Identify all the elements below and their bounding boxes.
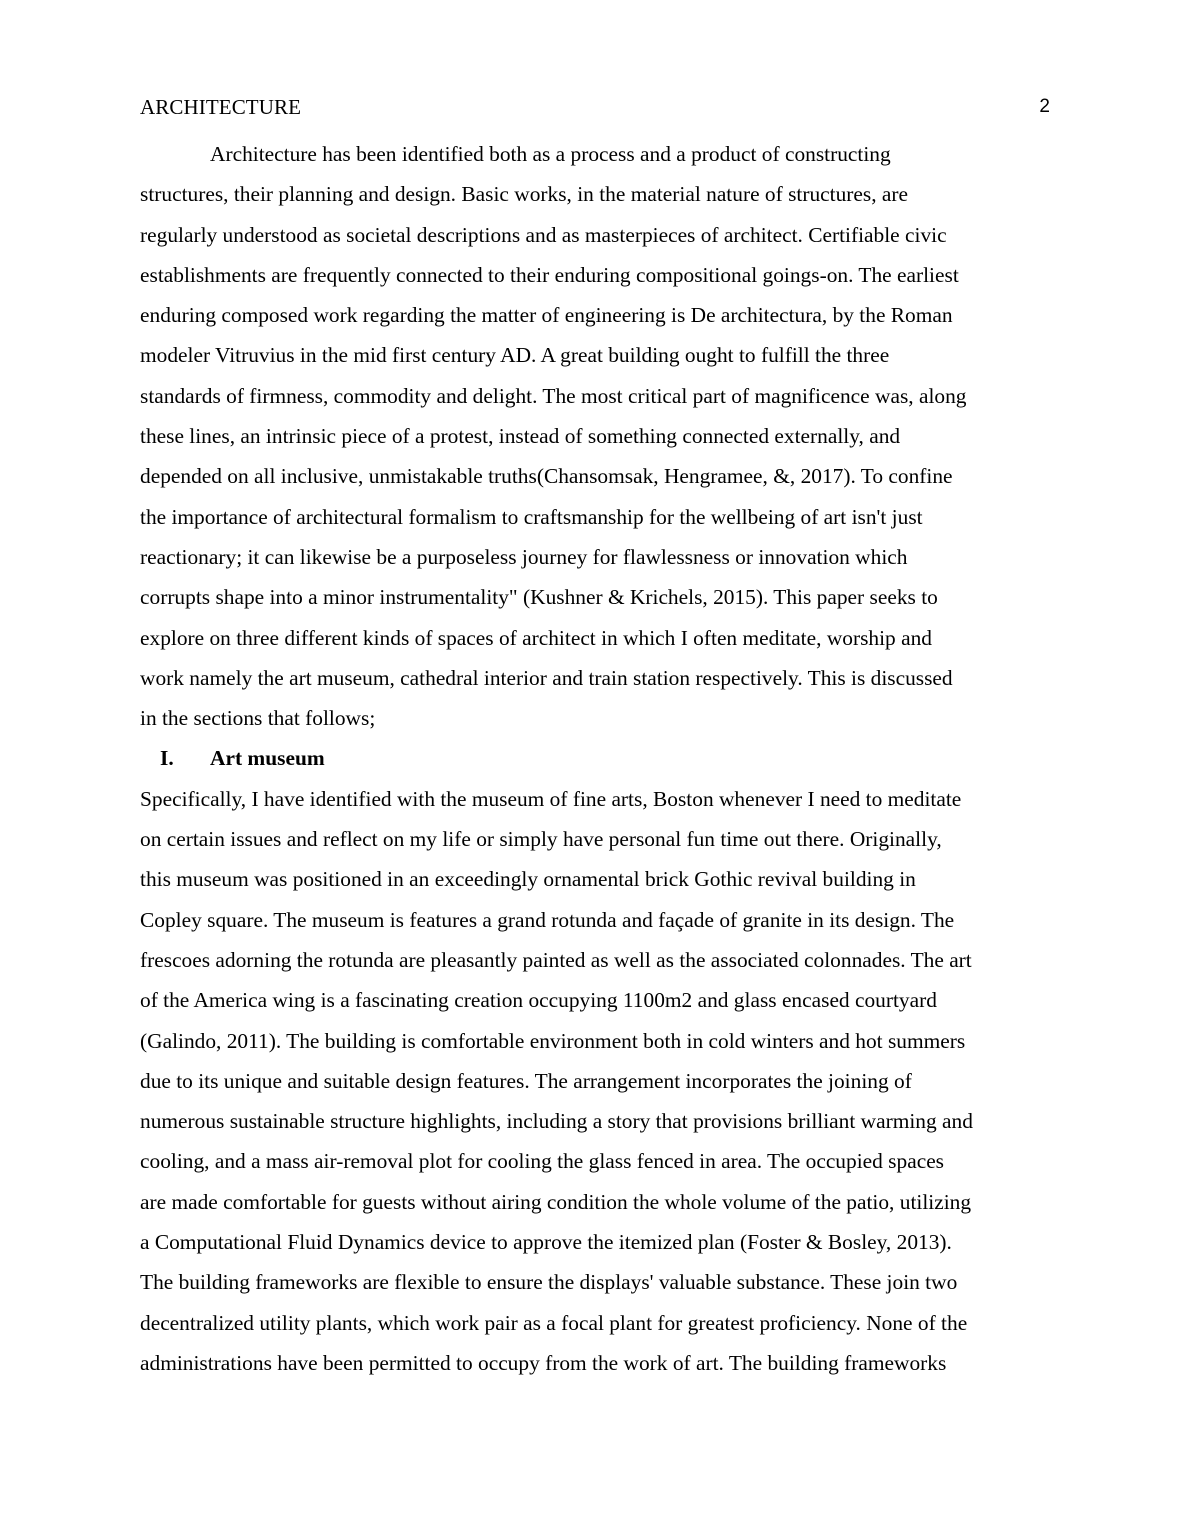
text-line: in the sections that follows; (140, 706, 376, 731)
text-line: establishments are frequently connected to their enduring compositional goings-on. The earliest (140, 262, 959, 287)
text-line: Copley square. The museum is features a grand rotunda and façade of granite in its design. The (140, 907, 955, 932)
text-line: enduring composed work regarding the matter of engineering is De architectura, by the Roman (140, 303, 953, 328)
text-line: The building frameworks are flexible to ensure the displays' valuable substance. These join two (140, 1270, 958, 1295)
running-head: ARCHITECTURE (140, 95, 302, 119)
text-line: modeler Vitruvius in the mid first century AD. A great building ought to fulfill the three (140, 343, 890, 368)
text-line: numerous sustainable structure highlights, including a story that provisions brilliant warming and (140, 1109, 973, 1134)
text-line: due to its unique and suitable design features. The arrangement incorporates the joining of (140, 1068, 912, 1093)
text-line: decentralized utility plants, which work pair as a focal plant for greatest proficiency. None of the (140, 1310, 968, 1335)
text-line: a Computational Fluid Dynamics device to approve the itemized plan (Foster & Bosley, 2013). (140, 1230, 952, 1255)
text-line: frescoes adorning the rotunda are pleasantly painted as well as the associated colonnades. The art (140, 947, 972, 972)
text-line: the importance of architectural formalism to craftsmanship for the wellbeing of art isn't just (140, 504, 923, 529)
text-line: cooling, and a mass air-removal plot for cooling the glass fenced in area. The occupied spaces (140, 1149, 945, 1174)
text-line: administrations have been permitted to occupy from the work of art. The building frameworks (140, 1350, 947, 1375)
text-line: structures, their planning and design. Basic works, in the material nature of structures, are (140, 182, 909, 207)
intro-paragraph (140, 139, 1060, 743)
section-paragraph (140, 784, 1060, 1388)
page-number: 2 (1039, 96, 1050, 117)
text-line: Specifically, I have identified with the museum of fine arts, Boston whenever I need to meditate (140, 786, 962, 811)
text-line: reactionary; it can likewise be a purposeless journey for flawlessness or innovation which (140, 544, 908, 569)
text-line: Architecture has been identified both as a process and a product of constructing (210, 142, 891, 166)
text-line: this museum was positioned in an exceedingly ornamental brick Gothic revival building in (140, 867, 916, 892)
text-line: depended on all inclusive, unmistakable truths(Chansomsak, Hengramee, &, 2017). To confine (140, 464, 953, 489)
section-title: Art museum (210, 746, 325, 771)
text-line: corrupts shape into a minor instrumentality" (Kushner & Krichels, 2015). This paper seeks to (140, 585, 938, 610)
text-line: work namely the art museum, cathedral interior and train station respectively. This is discussed (140, 665, 953, 690)
text-line: regularly understood as societal descriptions and as masterpieces of architect. Certifiable civic (140, 222, 947, 247)
text-line: of the America wing is a fascinating creation occupying 1100m2 and glass encased courtyard (140, 988, 937, 1013)
text-line: on certain issues and reflect on my life or simply have personal fun time out there. Originally, (140, 827, 942, 852)
section-number: I. (160, 746, 174, 771)
text-line: these lines, an intrinsic piece of a protest, instead of something connected externally, and (140, 424, 901, 449)
body-text (140, 139, 1060, 1388)
text-line: are made comfortable for guests without airing condition the whole volume of the patio, utilizing (140, 1189, 972, 1214)
text-line: explore on three different kinds of spaces of architect in which I often meditate, worship and (140, 625, 932, 650)
section-heading (140, 743, 1060, 783)
text-line: standards of firmness, commodity and delight. The most critical part of magnificence was, along (140, 383, 967, 408)
text-line: (Galindo, 2011). The building is comfortable environment both in cold winters and hot summers (140, 1028, 966, 1053)
